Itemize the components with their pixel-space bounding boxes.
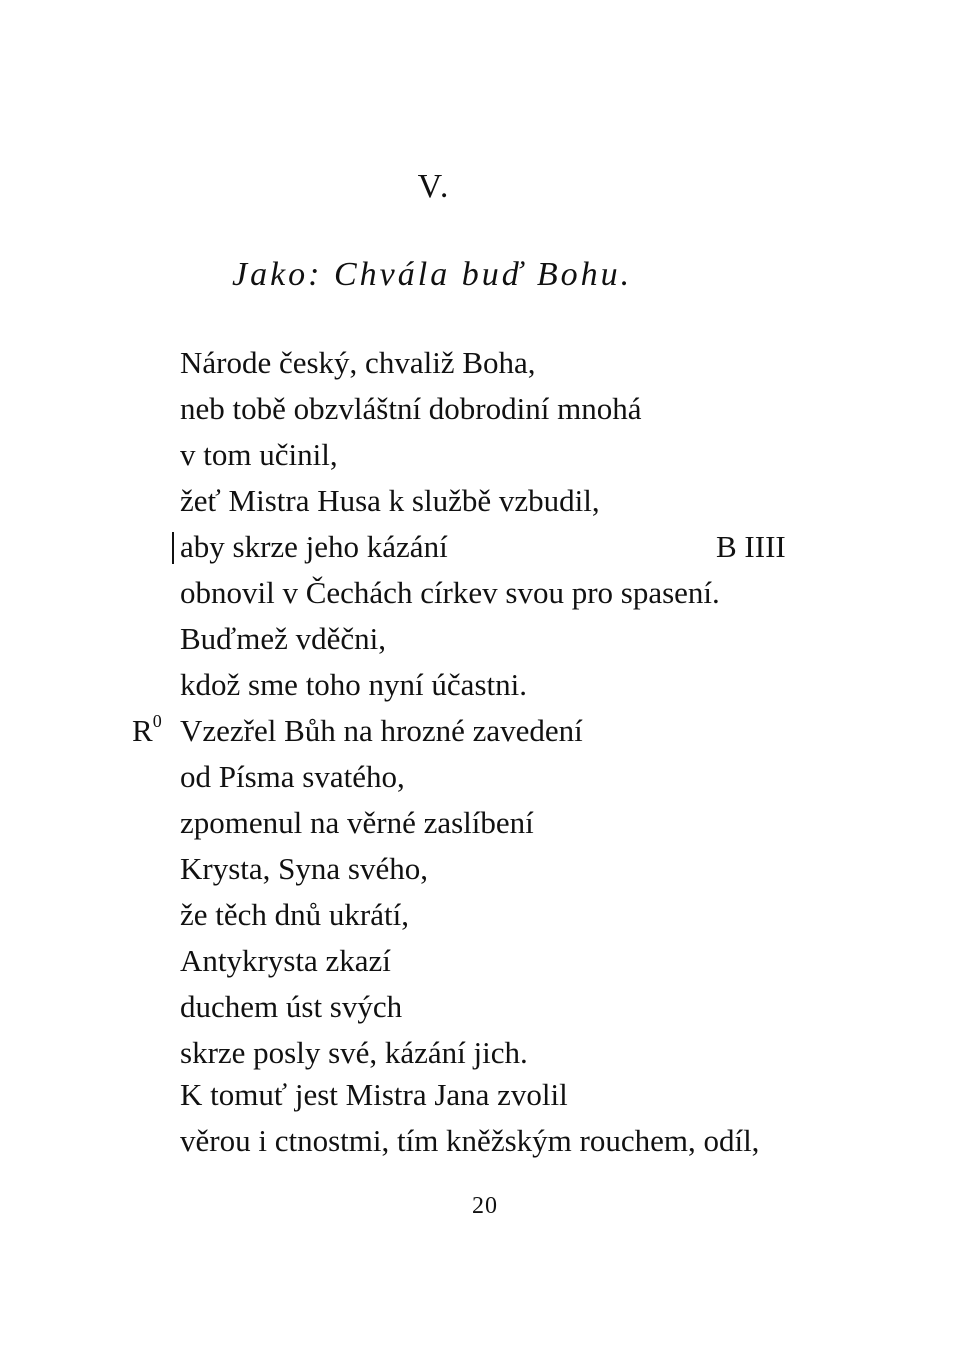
verse-line-with-page-break (180, 524, 880, 570)
verse-text: aby skrze jeho kázání (180, 529, 448, 564)
verse-line: kdož sme toho nyní účastni. (180, 667, 527, 702)
stanza-2 (180, 1072, 880, 1164)
tune-indication: Jako: Chvála buď Bohu. (232, 256, 633, 293)
refrain-line: Antykrysta zkazí (180, 943, 391, 978)
verse-line: neb tobě obzvláštní dobrodiní mnohá (180, 391, 642, 426)
verse-line: K tomuť jest Mistra Jana zvolil (180, 1077, 568, 1112)
refrain-line: skrze posly své, kázání jich. (180, 1035, 528, 1070)
signature-mark: B IIII (716, 529, 786, 564)
refrain-line: od Písma svatého, (180, 759, 405, 794)
verse-line: v tom učinil, (180, 437, 338, 472)
stanza-1 (132, 340, 880, 1076)
refrain-first-line (132, 708, 880, 754)
verse-line: žeť Mistra Husa k službě vzbudil, (180, 483, 600, 518)
verse-line: Národe český, chvaliž Boha, (180, 345, 536, 380)
page-break-bar (172, 532, 174, 564)
refrain-line: duchem úst svých (180, 989, 403, 1024)
refrain-line: že těch dnů ukrátí, (180, 897, 409, 932)
verse-line: Buďmež vděčni, (180, 621, 386, 656)
section-numeral: V. (417, 168, 451, 205)
verse-text: Vzezřel Bůh na hrozné zavedení (180, 713, 583, 748)
refrain-marker-sup: 0 (152, 711, 162, 731)
refrain-line: Krysta, Syna svého, (180, 851, 428, 886)
verse-line: věrou i ctnostmi, tím kněžským rouchem, odíl, (180, 1123, 760, 1158)
verse-line: obnovil v Čechách církev svou pro spasení. (180, 575, 720, 610)
refrain-marker (132, 708, 162, 754)
page-number: 20 (472, 1193, 498, 1219)
refrain-marker-letter: R (132, 713, 153, 748)
refrain-line: zpomenul na věrné zaslíbení (180, 805, 534, 840)
